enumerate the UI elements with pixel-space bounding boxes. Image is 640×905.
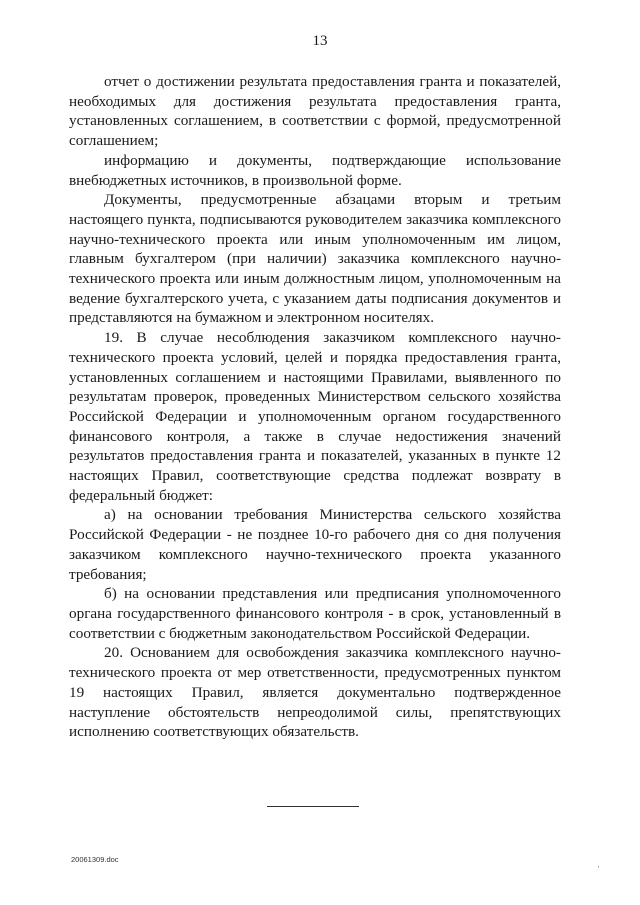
document-body xyxy=(69,72,561,742)
paragraph: б) на основании представления или предписания уполномоченного органа государственного финансового контроля - в срок, установленный в соответствии с бюджетным законодательством Российской Федерации. xyxy=(69,585,561,642)
corner-mark: ' xyxy=(598,866,600,873)
file-name: 20061309.doc xyxy=(71,855,119,864)
page-number: 13 xyxy=(312,33,328,49)
paragraph: а) на основании требования Министерства сельского хозяйства Российской Федерации - не позднее 10-го рабочего дня со дня получения заказчиком комплексного научно-технического проекта указанного требования; xyxy=(69,506,561,583)
paragraph: информацию и документы, подтверждающие использование внебюджетных источников, в произвольной форме. xyxy=(69,151,561,189)
closing-rule xyxy=(267,806,359,807)
paragraph: отчет о достижении результата предоставления гранта и показателей, необходимых для достижения результата предоставления гранта, установленных соглашением, в соответствии с формой, предусмотренной соглашением; xyxy=(69,73,561,150)
paragraph: Документы, предусмотренные абзацами вторым и третьим настоящего пункта, подписываются руководителем заказчика комплексного научно-технического проекта или иным уполномоченным им лицом, главным бухгалтером (при наличии) заказчика комплексного научно-технического проекта или иным должностным лицом, уполномоченным на ведение бухгалтерского учета, с указанием даты подписания документов и представляются на бумажном и электронном носителях. xyxy=(69,191,561,327)
paragraph: 19. В случае несоблюдения заказчиком комплексного научно-технического проекта условий, целей и порядка предоставления гранта, установленных соглашением и настоящими Правилами, выявленного по результатам проверок, проведенных Министерством сельского хозяйства Российской Федерации и уполномоченным органом государственного финансового контроля, а также в случае недостижения значений результатов предоставления гранта и показателей, указанных в пункте 12 настоящих Правил, соответствующие средства подлежат возврату в федеральный бюджет: xyxy=(69,329,561,504)
paragraph: 20. Основанием для освобождения заказчика комплексного научно-технического проекта от мер ответственности, предусмотренных пунктом 19 настоящих Правил, является документально подтвержденное наступление обстоятельств непреодолимой силы, препятствующих исполнению соответствующих обязательств. xyxy=(69,644,561,741)
